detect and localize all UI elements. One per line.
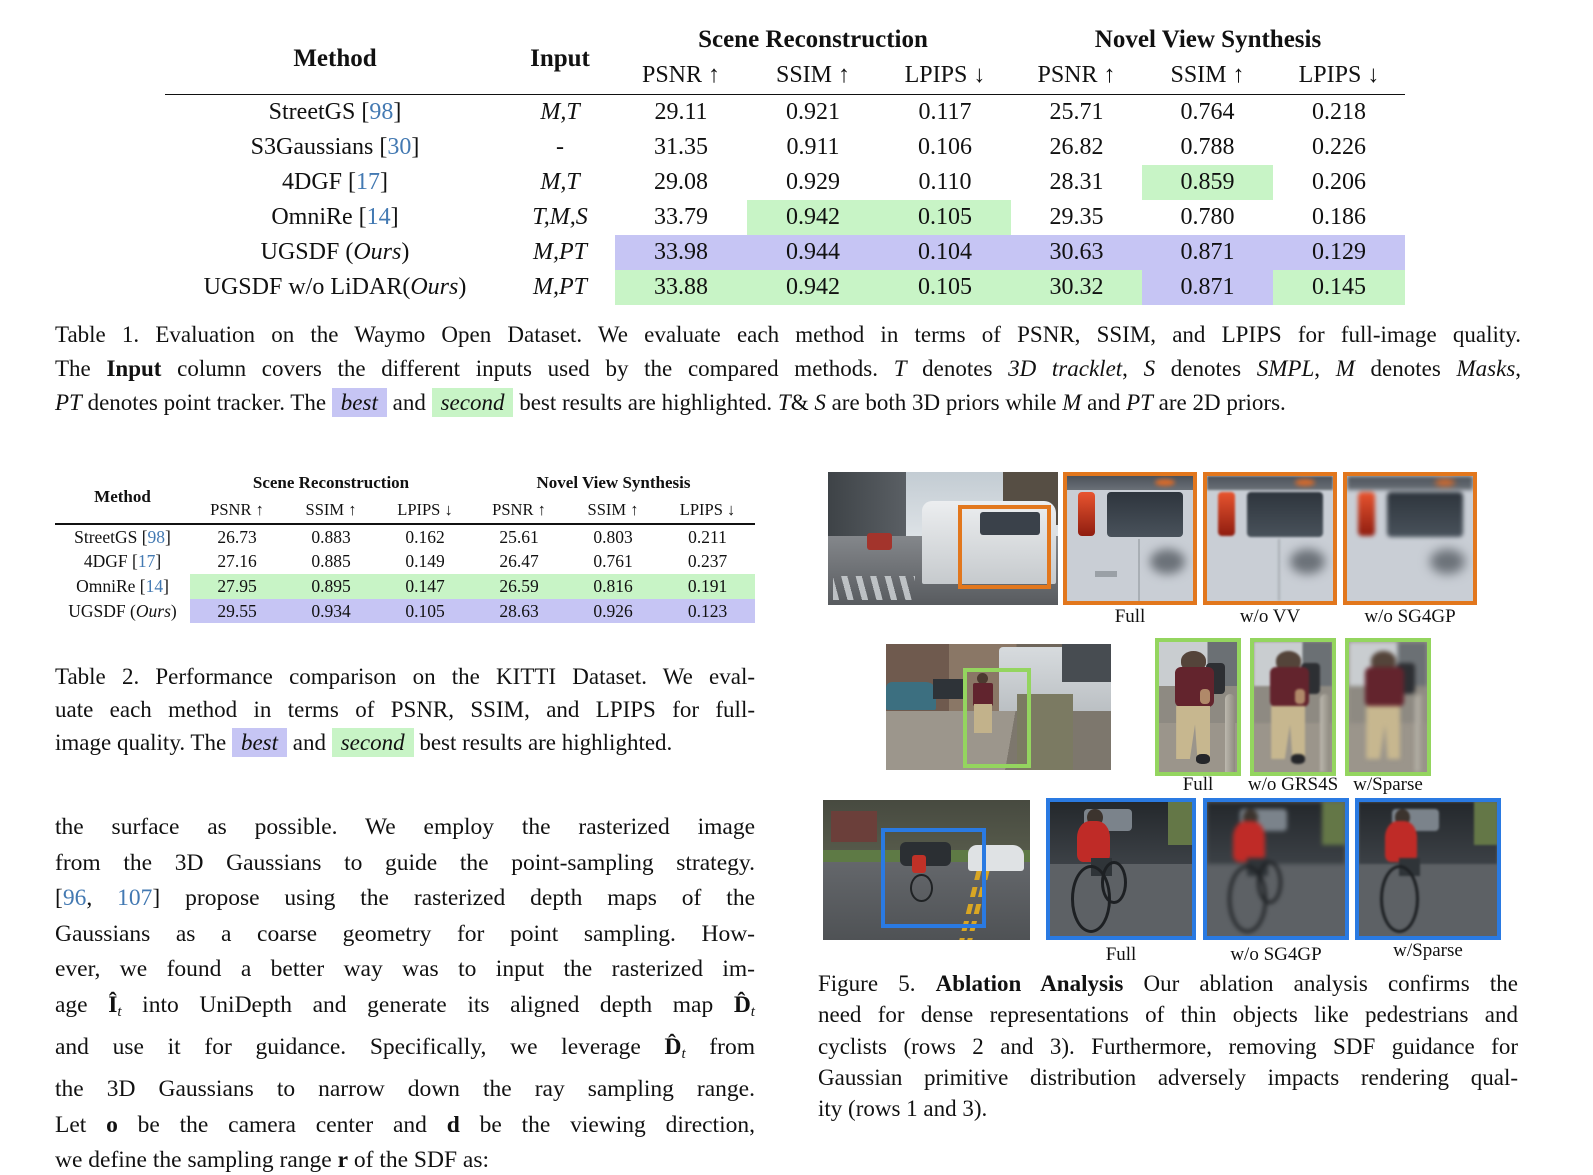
text-line xyxy=(55,318,1521,352)
method-cell: UGSDF w/o LiDAR(Ours) xyxy=(203,274,467,300)
grass-corner-shape xyxy=(1322,802,1345,845)
text-segment: , xyxy=(86,885,118,911)
crop-label: w/o SG4GP xyxy=(1230,944,1322,965)
text-segment: are 2D priors. xyxy=(1152,390,1286,415)
metric-value-cell: 29.35 xyxy=(1049,204,1104,230)
table1-caption xyxy=(55,318,1521,420)
text-segment: from xyxy=(685,1033,755,1060)
text-segment: Table 2. Performance comparison on the KITTI Dataset. We eval- xyxy=(55,664,755,689)
table-row xyxy=(55,550,755,575)
table-row xyxy=(165,235,1405,270)
text-segment: D̂ xyxy=(733,991,751,1018)
metric-value-cell: 0.871 xyxy=(1142,235,1273,270)
metric-value-cell: 0.145 xyxy=(1273,270,1405,305)
metric-value-cell: 27.95 xyxy=(190,574,284,599)
text-segment: be the camera center and xyxy=(117,1111,447,1138)
text-segment: Î xyxy=(108,991,118,1018)
shirt-shape xyxy=(1365,667,1404,707)
metric-value-cell: 0.761 xyxy=(593,551,633,572)
text-segment: r xyxy=(337,1147,348,1173)
shoe-shape xyxy=(1196,754,1210,764)
taillight-shape xyxy=(1218,492,1234,536)
metric-value-cell: 29.55 xyxy=(190,599,284,624)
method-cell: S3Gaussians [30] xyxy=(250,134,420,160)
text-line xyxy=(818,1093,1518,1124)
table-row xyxy=(55,599,755,624)
pants-shape xyxy=(1366,706,1400,759)
metric-header: LPIPS ↓ xyxy=(679,499,736,519)
crop-label: Full xyxy=(1114,606,1146,627)
method-cell: 4DGF [17] xyxy=(281,169,388,195)
ablation-row3-crop-wsparse xyxy=(1355,798,1501,940)
van-rear-render xyxy=(1067,476,1193,601)
metric-value-cell: 0.149 xyxy=(405,551,445,572)
text-segment: and xyxy=(386,390,432,415)
input-cell: M,T xyxy=(540,99,580,125)
metric-value-cell: 0.803 xyxy=(593,526,633,547)
bollard-shape xyxy=(1415,694,1425,772)
metric-value-cell: 0.106 xyxy=(918,134,972,160)
figure5-caption xyxy=(818,968,1518,1124)
crosswalk-shape xyxy=(833,576,916,600)
metric-value-cell: 0.110 xyxy=(918,169,972,195)
metric-value-cell: 0.105 xyxy=(378,599,472,624)
text-line xyxy=(55,693,755,726)
metric-value-cell: 0.895 xyxy=(284,574,378,599)
text-segment: 3D tracklet xyxy=(1008,356,1123,381)
metric-value-cell: 0.934 xyxy=(284,599,378,624)
citation-link[interactable]: 107 xyxy=(117,885,153,911)
input-cell: M,PT xyxy=(533,274,587,300)
text-segment: , xyxy=(1314,356,1336,381)
table-row xyxy=(55,524,755,550)
text-line xyxy=(55,846,755,882)
van-window-shape xyxy=(1247,492,1323,537)
metric-value-cell: 0.117 xyxy=(918,99,972,125)
metric-value-cell: 0.105 xyxy=(879,200,1011,235)
red-jacket-shape xyxy=(1077,821,1110,863)
text-line xyxy=(55,881,755,917)
citation-link[interactable]: 14 xyxy=(366,204,391,230)
input-cell: M,T xyxy=(540,169,580,195)
table-row xyxy=(55,574,755,599)
text-segment: column covers the different inputs used by the compared methods. xyxy=(161,356,894,381)
text-segment: SMPL xyxy=(1256,356,1315,381)
front-wheel-shape xyxy=(1380,865,1419,933)
metric-value-cell: 0.788 xyxy=(1180,134,1235,160)
metric-header: PSNR ↑ xyxy=(641,61,721,88)
text-segment: The xyxy=(55,356,107,381)
text-segment: Gaussian primitive distribution adversely impacts rendering qual- xyxy=(818,1064,1518,1090)
text-line xyxy=(55,917,755,953)
text-line xyxy=(55,1108,755,1144)
metric-value-cell: 0.191 xyxy=(660,574,755,599)
text-line xyxy=(818,999,1518,1030)
table-row xyxy=(165,270,1405,305)
door-seam-shape xyxy=(1278,539,1280,602)
text-line xyxy=(55,386,1521,420)
metric-value-cell: 0.859 xyxy=(1142,165,1273,200)
red-jacket-shape xyxy=(1385,821,1417,863)
text-segment: and xyxy=(1081,390,1127,415)
text-segment: Input xyxy=(106,356,162,381)
text-segment: the 3D Gaussians to narrow down the ray sampling range. xyxy=(55,1076,755,1102)
ablation-row2-context-image xyxy=(886,644,1111,770)
metric-value-cell: 0.885 xyxy=(311,551,351,572)
metric-value-cell: 0.211 xyxy=(688,526,727,547)
text-segment: denotes xyxy=(906,356,1009,381)
metric-value-cell: 0.237 xyxy=(687,551,728,572)
kitti-results-table xyxy=(55,470,755,623)
crop-label: w/o SG4GP xyxy=(1364,606,1456,627)
method-cell: StreetGS [98] xyxy=(268,99,402,125)
input-cell: - xyxy=(556,134,564,160)
text-segment: Table 1. Evaluation on the Waymo Open Dataset. We evaluate each method in terms of PSNR, SSIM, and LPIPS for full-image quality. xyxy=(55,322,1521,347)
wheel-shadow-shape xyxy=(1290,549,1325,574)
column-header-method: Method xyxy=(293,45,377,72)
van-window-shape xyxy=(1107,492,1183,537)
arm-shape xyxy=(1295,689,1306,705)
grass-corner-shape xyxy=(1168,802,1192,845)
text-segment: ity (rows 1 and 3). xyxy=(818,1096,988,1122)
metric-value-cell: 26.59 xyxy=(472,574,566,599)
metric-value-cell: 0.942 xyxy=(747,200,879,235)
text-segment: of the SDF as: xyxy=(348,1147,489,1173)
text-segment: M xyxy=(1335,356,1355,381)
ablation-row1-crop-full xyxy=(1063,472,1197,605)
cyclist-render xyxy=(1359,802,1497,936)
ablation-row2-crop-wo-grs4s xyxy=(1250,638,1336,776)
text-segment: T xyxy=(893,356,907,381)
dark-truck-shape xyxy=(1062,644,1112,682)
red-jacket-shape xyxy=(1233,821,1265,863)
metric-value-cell: 30.32 xyxy=(1011,270,1142,305)
ours-label: Ours xyxy=(135,600,171,621)
table2-caption xyxy=(55,660,755,759)
text-segment: be the viewing direction, xyxy=(459,1111,755,1138)
arm-shape xyxy=(1200,689,1211,705)
text-segment: into UniDepth and generate its aligned depth map xyxy=(121,991,734,1018)
citation-link[interactable]: 14 xyxy=(145,575,164,596)
text-segment: PT xyxy=(1126,390,1153,415)
metric-value-cell: 30.63 xyxy=(1011,235,1142,270)
metric-header: PSNR ↑ xyxy=(1037,61,1116,88)
group-header: Scene Reconstruction xyxy=(698,26,928,53)
ablation-row1-crop-wo-sg4gp xyxy=(1343,472,1477,605)
metric-value-cell: 0.162 xyxy=(405,526,445,547)
text-line xyxy=(55,1072,755,1108)
bounding-box-orange xyxy=(958,505,1051,589)
shoe-shape xyxy=(1291,754,1305,764)
text-segment: Figure 5. xyxy=(818,971,936,996)
text-segment: and use it for guidance. Specifically, we leverage xyxy=(55,1033,665,1060)
text-line xyxy=(55,726,755,759)
pedestrian-render xyxy=(1159,642,1237,772)
pants-shape xyxy=(1176,706,1210,759)
metric-value-cell: 26.47 xyxy=(499,551,539,572)
text-segment: S xyxy=(814,390,826,415)
text-line xyxy=(818,1062,1518,1093)
door-seam-shape xyxy=(1138,539,1140,602)
wheel-shadow-shape xyxy=(1430,549,1465,574)
metric-value-cell: 31.35 xyxy=(654,134,708,160)
table-row xyxy=(165,200,1405,235)
metric-value-cell: 0.186 xyxy=(1312,204,1366,230)
text-line xyxy=(55,660,755,693)
text-line xyxy=(55,1143,755,1175)
metric-value-cell: 29.08 xyxy=(654,169,708,195)
text-segment: age xyxy=(55,991,109,1018)
text-segment: M xyxy=(1062,390,1082,415)
text-line xyxy=(818,968,1518,999)
text-segment: Masks xyxy=(1456,356,1516,381)
red-car-shape xyxy=(867,533,892,550)
waymo-results-table xyxy=(165,24,1405,305)
text-segment: PT xyxy=(55,390,82,415)
ablation-row2-crop-full xyxy=(1155,638,1241,776)
text-line xyxy=(55,352,1521,386)
text-segment: the surface as possible. We employ the rasterized image xyxy=(55,814,755,840)
citation-link[interactable]: 17 xyxy=(137,551,156,572)
crop-label: Full xyxy=(1182,774,1214,795)
van-rear-render xyxy=(1207,476,1333,601)
text-segment: t xyxy=(681,1045,686,1062)
text-line xyxy=(55,810,755,846)
text-segment: we define the sampling range xyxy=(55,1147,338,1173)
metric-value-cell: 0.780 xyxy=(1180,204,1235,230)
brake-light-glow xyxy=(1295,479,1315,487)
metric-value-cell: 0.226 xyxy=(1312,134,1366,160)
text-segment: best xyxy=(232,728,287,757)
text-line xyxy=(818,1031,1518,1062)
metric-header: SSIM ↑ xyxy=(1170,61,1245,88)
metric-header: LPIPS ↓ xyxy=(1298,61,1380,88)
van-rear-render xyxy=(1347,476,1473,601)
text-segment: ] propose using the rasterized depth maps of the xyxy=(152,885,755,911)
metric-value-cell: 25.61 xyxy=(499,526,539,547)
group-header: Novel View Synthesis xyxy=(536,473,691,492)
text-segment: best xyxy=(332,388,387,417)
metric-value-cell: 0.883 xyxy=(311,526,351,547)
crop-label: w/o VV xyxy=(1239,606,1301,627)
metric-value-cell: 27.16 xyxy=(217,551,257,572)
van-window-shape xyxy=(1387,492,1463,537)
body-text-paragraph xyxy=(55,810,755,1175)
metric-value-cell: 0.942 xyxy=(747,270,879,305)
method-cell: UGSDF (Ours) xyxy=(260,239,410,265)
metric-value-cell: 26.82 xyxy=(1049,134,1104,160)
metric-value-cell: 28.63 xyxy=(472,599,566,624)
method-cell: UGSDF (Ours) xyxy=(68,600,177,621)
ablation-row2-crop-wsparse xyxy=(1345,638,1431,776)
input-cell: M,PT xyxy=(533,239,587,265)
metric-value-cell: 0.911 xyxy=(786,134,840,160)
text-segment: [ xyxy=(55,885,63,911)
text-segment: second xyxy=(432,388,514,417)
bollard-shape xyxy=(1225,694,1235,772)
text-segment: T xyxy=(777,390,791,415)
text-line xyxy=(55,988,755,1030)
text-line xyxy=(55,1030,755,1072)
metric-value-cell: 26.73 xyxy=(217,526,257,547)
column-header-input: Input xyxy=(530,45,590,72)
brake-light-glow xyxy=(1435,479,1455,487)
ours-label: Ours xyxy=(353,239,402,265)
text-segment: best results are highlighted. xyxy=(413,730,673,755)
text-segment: denotes xyxy=(1155,356,1257,381)
citation-link[interactable]: 96 xyxy=(62,885,87,911)
metric-value-cell: 0.218 xyxy=(1312,99,1366,125)
cyclist-render xyxy=(1050,802,1192,936)
metric-value-cell: 0.944 xyxy=(747,235,879,270)
metric-value-cell: 0.123 xyxy=(660,599,755,624)
metric-header: SSIM ↑ xyxy=(775,61,851,88)
wheel-shadow-shape xyxy=(1150,549,1185,574)
pedestrian-render xyxy=(1349,642,1427,772)
metric-value-cell: 0.816 xyxy=(566,574,660,599)
metric-value-cell: 33.79 xyxy=(654,204,708,230)
text-segment: cyclists (rows 2 and 3). Furthermore, removing SDF guidance for xyxy=(818,1033,1518,1059)
taillight-shape xyxy=(1358,492,1374,536)
ablation-row3-crop-full xyxy=(1046,798,1196,940)
metric-value-cell: 0.206 xyxy=(1312,169,1366,195)
method-cell: StreetGS [98] xyxy=(74,526,171,547)
group-header: Scene Reconstruction xyxy=(252,473,410,492)
text-segment: D̂ xyxy=(664,1033,682,1060)
ours-label: Ours xyxy=(410,274,459,300)
metric-value-cell: 0.921 xyxy=(786,99,840,125)
metric-header: LPIPS ↓ xyxy=(904,61,986,88)
text-segment: Ablation Analysis xyxy=(935,971,1124,996)
metric-value-cell: 28.31 xyxy=(1049,169,1104,195)
input-cell: T,M,S xyxy=(532,204,588,230)
text-segment: d xyxy=(446,1111,460,1138)
metric-value-cell: 0.871 xyxy=(1142,270,1273,305)
text-segment: uate each method in terms of PSNR, SSIM, and LPIPS for full- xyxy=(55,697,755,722)
text-segment: ever, we found a better way was to input the rasterized im- xyxy=(55,956,755,982)
text-segment: t xyxy=(750,1003,755,1020)
ablation-row3-crop-wo-sg4gp xyxy=(1203,798,1349,940)
text-segment: Our ablation analysis confirms the xyxy=(1123,971,1518,996)
ablation-row1-crop-wo-vv xyxy=(1203,472,1337,605)
text-segment: need for dense representations of thin objects like pedestrians and xyxy=(818,1002,1518,1028)
text-segment: t xyxy=(117,1003,122,1020)
text-segment: are both 3D priors while xyxy=(825,390,1063,415)
brake-light-glow xyxy=(1155,479,1175,487)
method-cell: OmniRe [14] xyxy=(271,204,399,230)
text-segment: S xyxy=(1143,356,1156,381)
metric-value-cell: 25.71 xyxy=(1049,99,1104,125)
citation-link[interactable]: 98 xyxy=(147,526,166,547)
table-header xyxy=(55,470,755,524)
text-segment: Let xyxy=(55,1111,107,1138)
metric-value-cell: 33.88 xyxy=(615,270,747,305)
text-segment: & xyxy=(790,390,815,415)
metric-value-cell: 0.926 xyxy=(566,599,660,624)
crop-label: w/Sparse xyxy=(1353,774,1423,795)
crop-label: w/o GRS4S xyxy=(1247,774,1339,795)
metric-value-cell: 0.764 xyxy=(1180,99,1235,125)
metric-header: LPIPS ↓ xyxy=(397,499,453,519)
metric-value-cell: 0.147 xyxy=(378,574,472,599)
crop-label: Full xyxy=(1105,944,1137,965)
method-cell: OmniRe [14] xyxy=(76,575,169,596)
text-segment: and xyxy=(287,730,332,755)
text-segment: denotes xyxy=(1354,356,1457,381)
pedestrian-render xyxy=(1254,642,1332,772)
metric-value-cell: 29.11 xyxy=(654,99,708,125)
bounding-box-green xyxy=(963,668,1032,768)
bounding-box-blue xyxy=(881,828,986,928)
metric-value-cell: 0.104 xyxy=(879,235,1011,270)
citation-link[interactable]: 17 xyxy=(356,169,380,195)
figure5-ablation-grid xyxy=(820,468,1535,968)
crop-label: w/Sparse xyxy=(1393,940,1463,961)
cyclist-render xyxy=(1207,802,1345,936)
method-cell: 4DGF [17] xyxy=(83,551,162,572)
group-header: Novel View Synthesis xyxy=(1094,26,1322,53)
dark-car-shape xyxy=(933,679,962,699)
metric-value-cell: 0.105 xyxy=(879,270,1011,305)
table-row xyxy=(165,130,1405,165)
table-row xyxy=(165,165,1405,200)
metric-value-cell: 33.98 xyxy=(615,235,747,270)
text-segment: , xyxy=(1122,356,1144,381)
house-shape xyxy=(831,811,877,842)
text-segment: best results are highlighted. xyxy=(513,390,778,415)
ablation-row3-context-image xyxy=(823,800,1030,940)
metric-header: SSIM ↑ xyxy=(587,499,639,519)
metric-value-cell: 0.929 xyxy=(786,169,840,195)
citation-link[interactable]: 30 xyxy=(387,134,412,160)
grass-corner-shape xyxy=(1474,802,1497,845)
table-row xyxy=(165,95,1405,131)
rear-wheel-shape xyxy=(1257,861,1282,905)
text-segment: denotes point tracker. The xyxy=(81,390,332,415)
column-header-method: Method xyxy=(94,486,151,506)
text-line xyxy=(55,952,755,988)
rear-wheel-shape xyxy=(1101,861,1127,905)
pants-shape xyxy=(1271,706,1305,759)
teal-car-shape xyxy=(886,682,936,710)
text-segment: from the 3D Gaussians to guide the point-sampling strategy. xyxy=(55,849,755,876)
metric-header: PSNR ↑ xyxy=(210,499,264,519)
ablation-row1-context-image xyxy=(828,472,1058,605)
table-header xyxy=(165,24,1405,95)
citation-link[interactable]: 98 xyxy=(369,99,394,125)
taillight-shape xyxy=(1078,492,1094,536)
text-segment: second xyxy=(332,728,414,757)
bollard-shape xyxy=(1320,694,1330,772)
text-segment: Gaussians as a coarse geometry for point sampling. How- xyxy=(55,920,755,947)
metric-header: SSIM ↑ xyxy=(305,499,357,519)
badge-shape xyxy=(1095,571,1118,577)
text-segment: , xyxy=(1515,356,1522,381)
metric-value-cell: 0.129 xyxy=(1273,235,1405,270)
text-segment: o xyxy=(106,1111,118,1138)
metric-header: PSNR ↑ xyxy=(492,499,546,519)
text-segment: image quality. The xyxy=(55,730,232,755)
